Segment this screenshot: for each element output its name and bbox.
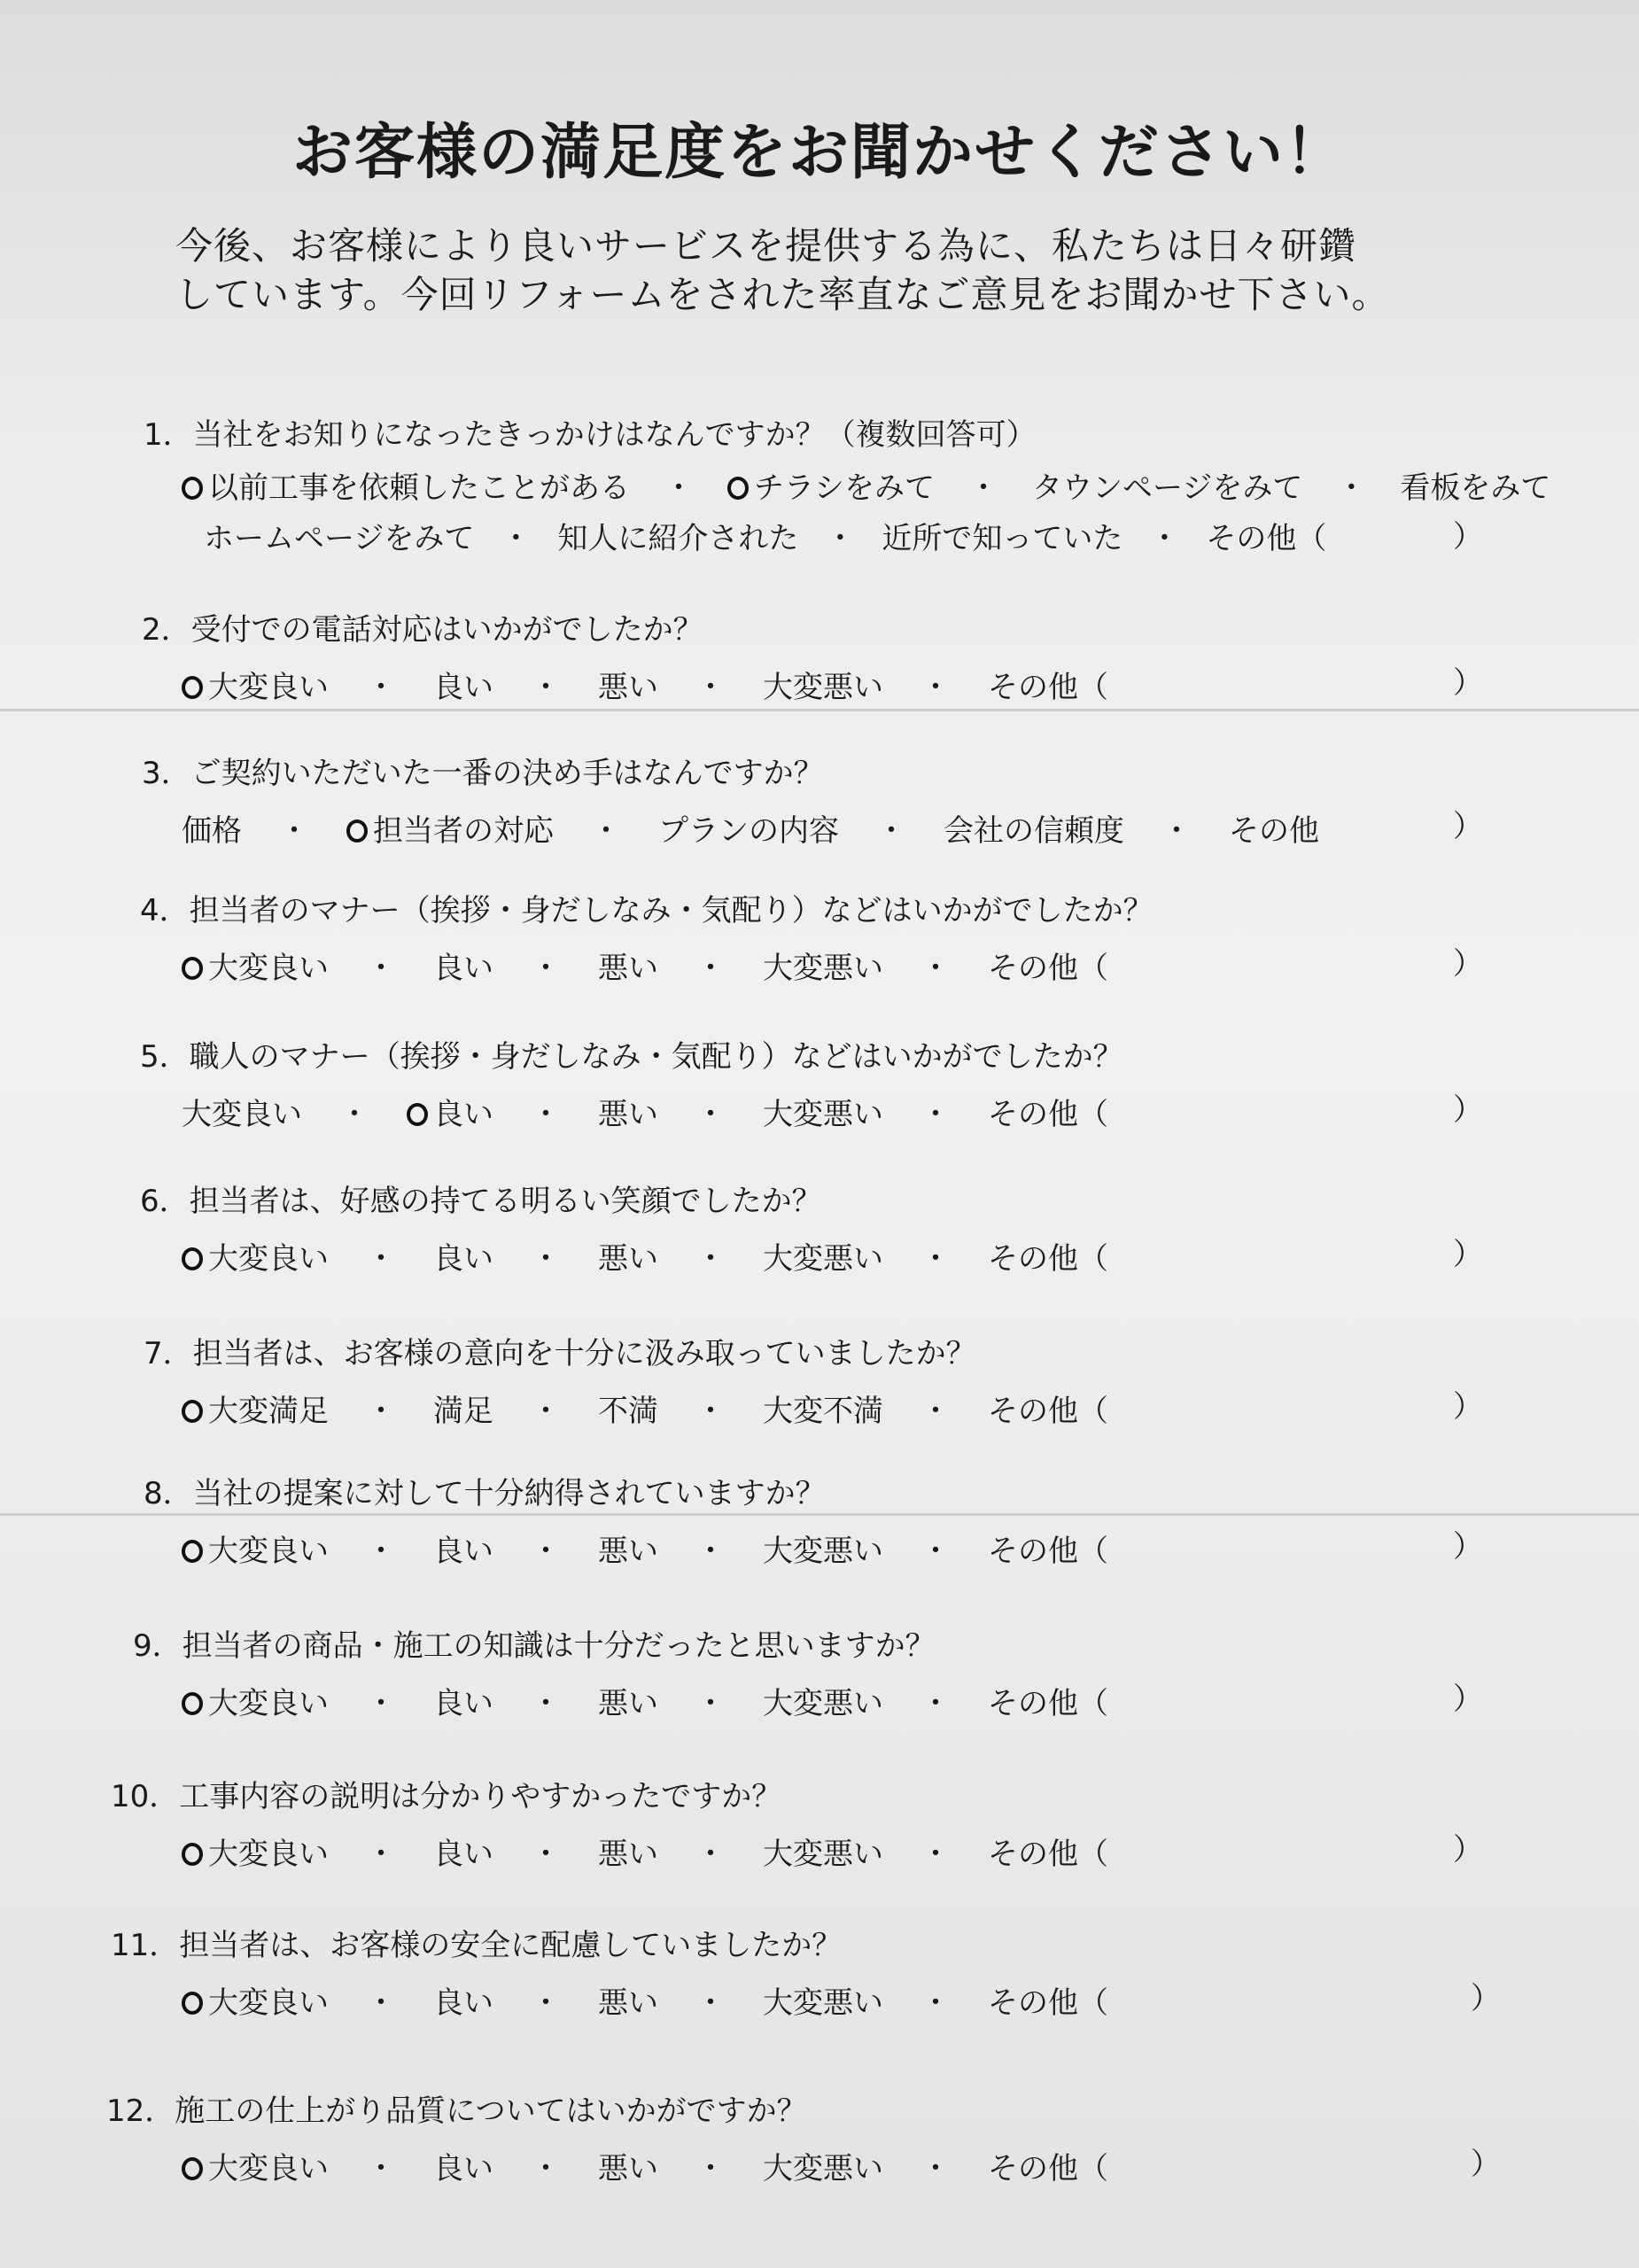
answer-option-label: 悪い <box>598 1985 658 2021</box>
answer-option-label: その他（ <box>988 1534 1108 1569</box>
question-3-options <box>182 806 1319 850</box>
answer-option-label: 良い <box>433 1241 493 1277</box>
answer-option-label: 大変良い <box>182 1097 302 1132</box>
close-paren: ） <box>1453 946 1483 982</box>
option-separator: ・ <box>531 1241 561 1277</box>
close-paren: ） <box>1453 809 1483 844</box>
answer-option-label: 悪い <box>598 1097 658 1132</box>
answer-option[interactable] <box>598 1526 658 1570</box>
answer-option[interactable] <box>1206 514 1326 557</box>
answer-option[interactable] <box>557 514 798 557</box>
answer-option-label: ホームページをみて <box>204 521 475 556</box>
option-separator: ・ <box>366 1837 396 1872</box>
answer-option[interactable] <box>944 806 1124 850</box>
circle-mark-icon <box>346 819 368 843</box>
circle-mark-icon <box>182 477 203 500</box>
answer-option[interactable] <box>433 1234 493 1278</box>
answer-option[interactable] <box>763 1978 883 2022</box>
option-separator: ・ <box>366 1241 396 1277</box>
answer-option[interactable] <box>1400 463 1550 507</box>
answer-option[interactable] <box>882 514 1122 557</box>
answer-option[interactable] <box>598 1829 658 1873</box>
answer-option[interactable] <box>763 1829 883 1873</box>
question-12-options <box>182 2144 1108 2187</box>
option-separator: ・ <box>366 1394 396 1429</box>
answer-option-label: 良い <box>433 2151 493 2186</box>
answer-option[interactable] <box>598 2144 658 2187</box>
paper-fold <box>0 1513 1639 1516</box>
answer-option[interactable] <box>763 663 883 706</box>
answer-option[interactable] <box>598 1978 658 2022</box>
option-separator: ・ <box>695 1534 726 1569</box>
option-separator: ・ <box>531 1534 561 1569</box>
option-separator: ・ <box>531 670 561 705</box>
answer-option[interactable] <box>988 1679 1108 1722</box>
answer-option[interactable] <box>763 944 883 987</box>
answer-option-label: 看板をみて <box>1400 470 1551 506</box>
answer-option-label: プランの内容 <box>658 813 839 849</box>
circle-mark-icon <box>182 1400 203 1423</box>
circle-mark-icon <box>182 957 203 980</box>
question-5-label: 5．職人のマナー（挨拶・身だしなみ・気配り）などはいかがでしたか？ <box>140 1039 1123 1075</box>
answer-option[interactable] <box>988 1234 1108 1278</box>
answer-option[interactable] <box>433 1679 493 1722</box>
answer-option[interactable] <box>763 1386 883 1430</box>
answer-option-label: 大変良い <box>208 1837 329 1872</box>
option-separator: ・ <box>920 1985 951 2021</box>
question-8-options <box>182 1526 1108 1570</box>
answer-option-label: 良い <box>433 1534 493 1569</box>
answer-option-label: タウンページをみて <box>1032 470 1303 506</box>
answer-option-label: 大変満足 <box>208 1394 329 1429</box>
option-separator: ・ <box>695 951 726 986</box>
answer-option[interactable] <box>433 1526 493 1570</box>
option-separator: ・ <box>825 521 856 556</box>
answer-option[interactable] <box>182 806 242 850</box>
answer-option-label: その他（ <box>988 2151 1108 2186</box>
answer-option[interactable] <box>763 1526 883 1570</box>
answer-option-label: 以前工事を依頼したことがある <box>208 470 630 506</box>
option-separator: ・ <box>920 1097 951 1132</box>
paper-fold <box>0 709 1639 711</box>
option-separator: ・ <box>531 1985 561 2021</box>
circle-mark-icon <box>182 1992 203 2015</box>
question-4-options <box>182 944 1108 987</box>
question-9-options <box>182 1679 1108 1722</box>
answer-option-label: 良い <box>433 1985 493 2021</box>
option-separator: ・ <box>1149 521 1180 556</box>
circle-mark-icon <box>182 1692 203 1715</box>
option-separator: ・ <box>695 670 726 705</box>
close-paren: ） <box>1453 1237 1483 1272</box>
answer-option[interactable] <box>346 806 554 850</box>
close-paren: ） <box>1471 1981 1501 2016</box>
answer-option-label: その他（ <box>1206 521 1327 556</box>
option-separator: ・ <box>531 1837 561 1872</box>
answer-option[interactable] <box>988 1386 1108 1430</box>
option-separator: ・ <box>531 951 561 986</box>
answer-option-label: 悪い <box>598 1686 658 1721</box>
option-separator: ・ <box>531 1097 561 1132</box>
close-paren: ） <box>1453 1389 1483 1425</box>
answer-option-label: 良い <box>433 951 493 986</box>
answer-option-label: 不満 <box>598 1394 658 1429</box>
answer-option[interactable] <box>598 663 658 706</box>
answer-option[interactable] <box>988 1978 1108 2022</box>
option-separator: ・ <box>664 470 694 506</box>
option-separator: ・ <box>695 1097 726 1132</box>
close-paren: ） <box>1453 1682 1483 1717</box>
answer-option[interactable] <box>182 944 329 987</box>
question-1-options-row-2 <box>204 514 1326 557</box>
answer-option[interactable] <box>763 2144 883 2187</box>
answer-option[interactable] <box>988 1090 1108 1133</box>
answer-option[interactable] <box>204 514 474 557</box>
circle-mark-icon <box>182 2157 203 2180</box>
option-separator: ・ <box>1161 813 1192 849</box>
answer-option[interactable] <box>182 1978 329 2022</box>
answer-option[interactable] <box>182 1679 329 1722</box>
answer-option[interactable] <box>433 663 493 706</box>
answer-option[interactable] <box>433 1829 493 1873</box>
question-9-label: 9．担当者の商品・施工の知識は十分だったと思いますか？ <box>133 1628 936 1664</box>
answer-option[interactable] <box>658 806 839 850</box>
question-1-label: 1．当社をお知りになったきっかけはなんですか？（複数回答可） <box>144 417 1037 453</box>
answer-option-label: その他（ <box>988 1097 1108 1132</box>
answer-option-label: 悪い <box>598 1241 658 1277</box>
answer-option-label: 担当者の対応 <box>373 813 554 849</box>
answer-option[interactable] <box>598 1679 658 1722</box>
question-1-options-row-1 <box>182 463 1550 507</box>
question-11-options <box>182 1978 1108 2022</box>
answer-option-label: 良い <box>433 1686 493 1721</box>
option-separator: ・ <box>920 670 951 705</box>
answer-option-label: 近所で知っていた <box>882 521 1123 556</box>
answer-option-label: その他（ <box>988 670 1108 705</box>
circle-mark-icon <box>182 1540 203 1563</box>
answer-option[interactable] <box>182 663 329 706</box>
answer-option-label: 大変良い <box>208 1985 329 2021</box>
answer-option[interactable] <box>433 944 493 987</box>
answer-option-label: 大変良い <box>208 1534 329 1569</box>
answer-option-label: 大変良い <box>208 1241 329 1277</box>
answer-option-label: 大変良い <box>208 951 329 986</box>
answer-option[interactable] <box>988 2144 1108 2187</box>
close-paren: ） <box>1453 1832 1483 1868</box>
close-paren: ） <box>1453 665 1483 701</box>
option-separator: ・ <box>695 1394 726 1429</box>
option-separator: ・ <box>366 1686 396 1721</box>
option-separator: ・ <box>695 2151 726 2186</box>
answer-option-label: 悪い <box>598 1534 658 1569</box>
answer-option-label: その他 <box>1229 813 1319 849</box>
option-separator: ・ <box>366 1985 396 2021</box>
answer-option[interactable] <box>182 1526 329 1570</box>
option-separator: ・ <box>920 1534 951 1569</box>
option-separator: ・ <box>531 1686 561 1721</box>
circle-mark-icon <box>727 477 749 500</box>
answer-option[interactable] <box>1229 806 1319 850</box>
option-separator: ・ <box>876 813 906 849</box>
answer-option-label: その他（ <box>988 1686 1108 1721</box>
answer-option-label: 満足 <box>433 1394 493 1429</box>
answer-option-label: 悪い <box>598 1837 658 1872</box>
option-separator: ・ <box>695 1686 726 1721</box>
option-separator: ・ <box>920 1394 951 1429</box>
answer-option[interactable] <box>598 1234 658 1278</box>
option-separator: ・ <box>366 670 396 705</box>
answer-option-label: 大変良い <box>208 2151 329 2186</box>
option-separator: ・ <box>920 951 951 986</box>
answer-option-label: 大変悪い <box>763 951 883 986</box>
close-paren: ） <box>1471 2147 1501 2182</box>
question-5-options <box>182 1090 1108 1133</box>
answer-option-label: 大変悪い <box>763 1837 883 1872</box>
answer-option-label: その他（ <box>988 1241 1108 1277</box>
answer-option[interactable] <box>988 1829 1108 1873</box>
answer-option[interactable] <box>1032 463 1302 507</box>
option-separator: ・ <box>531 1394 561 1429</box>
question-6-options <box>182 1234 1108 1278</box>
answer-option-label: 大変不満 <box>763 1394 883 1429</box>
option-separator: ・ <box>531 2151 561 2186</box>
option-separator: ・ <box>968 470 998 506</box>
survey-title: お客様の満足度をお聞かせください！ <box>291 118 1347 188</box>
answer-option[interactable] <box>598 1386 658 1430</box>
option-separator: ・ <box>279 813 309 849</box>
question-7-label: 7．担当者は、お客様の意向を十分に汲み取っていましたか？ <box>144 1336 976 1371</box>
answer-option[interactable] <box>763 1679 883 1722</box>
question-6-label: 6．担当者は、好感の持てる明るい笑顔でしたか？ <box>140 1184 822 1219</box>
answer-option[interactable] <box>182 463 630 507</box>
answer-option-label: 大変悪い <box>763 1985 883 2021</box>
answer-option[interactable] <box>433 2144 493 2187</box>
answer-option-label: 良い <box>433 1837 493 1872</box>
answer-option[interactable] <box>598 944 658 987</box>
option-separator: ・ <box>591 813 621 849</box>
answer-option-label: 良い <box>433 670 493 705</box>
question-8-label: 8．当社の提案に対して十分納得されていますか？ <box>144 1476 826 1511</box>
question-4-label: 4．担当者のマナー（挨拶・身だしなみ・気配り）などはいかがでしたか？ <box>140 893 1154 928</box>
circle-mark-icon <box>182 1247 203 1270</box>
answer-option[interactable] <box>763 1090 883 1133</box>
answer-option-label: 悪い <box>598 2151 658 2186</box>
answer-option-label: 悪い <box>598 951 658 986</box>
close-paren: ） <box>1453 1092 1483 1128</box>
close-paren: ） <box>1453 519 1483 555</box>
answer-option-label: 良い <box>433 1097 493 1132</box>
answer-option-label: 大変良い <box>208 1686 329 1721</box>
answer-option-label: 会社の信頼度 <box>944 813 1124 849</box>
intro-line: しています。今回リフォームをされた率直なご意見をお聞かせ下さい。 <box>175 273 1390 316</box>
answer-option-label: その他（ <box>988 1394 1108 1429</box>
option-separator: ・ <box>920 2151 951 2186</box>
answer-option-label: チラシをみて <box>754 470 935 506</box>
option-separator: ・ <box>695 1837 726 1872</box>
answer-option[interactable] <box>182 1829 329 1873</box>
answer-option[interactable] <box>763 1234 883 1278</box>
answer-option[interactable] <box>407 1090 493 1133</box>
circle-mark-icon <box>407 1103 428 1126</box>
answer-option[interactable] <box>182 1386 329 1430</box>
answer-option[interactable] <box>182 1234 329 1278</box>
option-separator: ・ <box>339 1097 369 1132</box>
circle-mark-icon <box>182 676 203 699</box>
option-separator: ・ <box>366 1534 396 1569</box>
answer-option-label: その他（ <box>988 1985 1108 2021</box>
question-10-label: 10．工事内容の説明は分かりやすかったですか？ <box>111 1779 782 1814</box>
answer-option-label: 大変悪い <box>763 670 883 705</box>
circle-mark-icon <box>182 1843 203 1866</box>
option-separator: ・ <box>366 951 396 986</box>
question-11-label: 11．担当者は、お客様の安全に配慮していましたか？ <box>111 1928 843 1963</box>
answer-option-label: 価格 <box>182 813 242 849</box>
question-2-label: 2．受付での電話対応はいかがでしたか？ <box>142 612 703 648</box>
answer-option-label: 大変悪い <box>763 1097 883 1132</box>
close-paren: ） <box>1453 1529 1483 1565</box>
answer-option[interactable] <box>988 663 1108 706</box>
option-separator: ・ <box>695 1241 726 1277</box>
intro-line: 今後、お客様により良いサービスを提供する為に、私たちは日々研鑽 <box>175 224 1357 268</box>
answer-option[interactable] <box>182 2144 329 2187</box>
answer-option[interactable] <box>433 1386 493 1430</box>
answer-option-label: その他（ <box>988 951 1108 986</box>
option-separator: ・ <box>366 2151 396 2186</box>
question-3-label: 3．ご契約いただいた一番の決め手はなんですか？ <box>142 756 824 791</box>
answer-option-label: 知人に紹介された <box>557 521 799 556</box>
answer-option[interactable] <box>727 463 935 507</box>
question-12-label: 12．施工の仕上がり品質についてはいかがですか？ <box>106 2093 807 2129</box>
option-separator: ・ <box>501 521 532 556</box>
option-separator: ・ <box>920 1686 951 1721</box>
answer-option-label: 大変悪い <box>763 1241 883 1277</box>
question-7-options <box>182 1386 1108 1430</box>
answer-option-label: その他（ <box>988 1837 1108 1872</box>
answer-option-label: 大変悪い <box>763 1686 883 1721</box>
answer-option[interactable] <box>182 1090 302 1133</box>
answer-option[interactable] <box>988 1526 1108 1570</box>
option-separator: ・ <box>920 1837 951 1872</box>
option-separator: ・ <box>695 1985 726 2021</box>
option-separator: ・ <box>920 1241 951 1277</box>
answer-option[interactable] <box>598 1090 658 1133</box>
question-10-options <box>182 1829 1108 1873</box>
answer-option-label: 大変悪い <box>763 2151 883 2186</box>
answer-option-label: 大変悪い <box>763 1534 883 1569</box>
question-2-options <box>182 663 1108 706</box>
answer-option[interactable] <box>988 944 1108 987</box>
answer-option[interactable] <box>433 1978 493 2022</box>
answer-option-label: 大変良い <box>208 670 329 705</box>
answer-option-label: 悪い <box>598 670 658 705</box>
option-separator: ・ <box>1336 470 1367 506</box>
